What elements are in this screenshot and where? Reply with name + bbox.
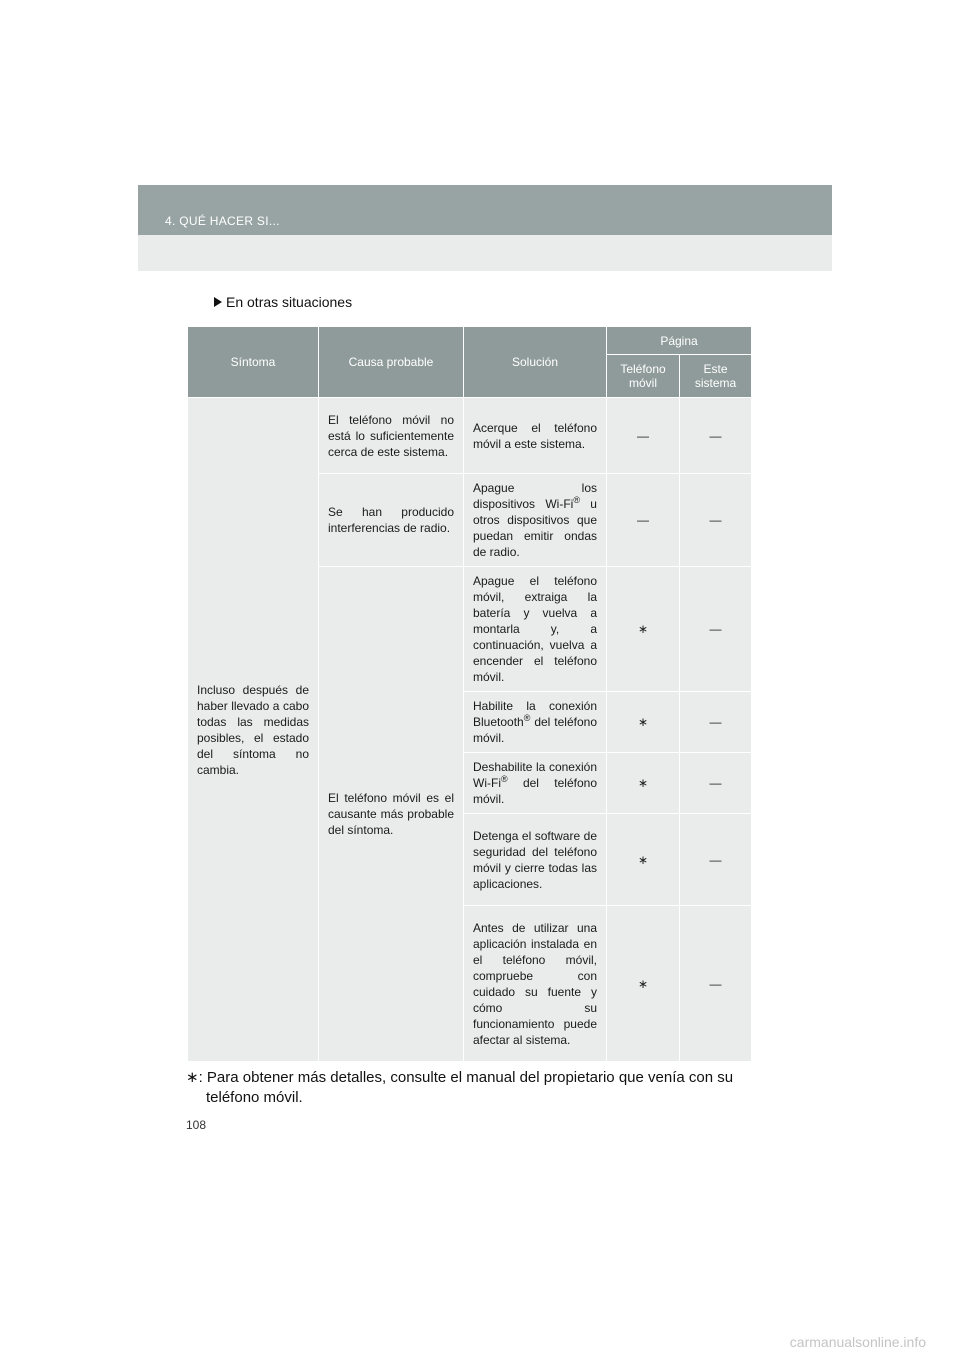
asterisk-marker: ∗ [186, 1069, 199, 1086]
solution-cell: Detenga el software de seguridad del teléfono móvil y cierre todas las aplicaciones. [464, 814, 607, 906]
phone-page-cell: ∗ [607, 692, 680, 753]
cause-cell: El teléfono móvil es el causante más probable del síntoma. [319, 567, 464, 1062]
cause-cell: El teléfono móvil no está lo suficientemente cerca de este sistema. [319, 398, 464, 474]
solution-cell: Apague los dispositivos Wi-Fi® u otros dispositivos que puedan emitir ondas de radio. [464, 474, 607, 567]
solution-cell: Antes de utilizar una aplicación instalada en el teléfono móvil, compruebe con cuidado su fuente y cómo su funcionamiento puede afectar al sistema. [464, 906, 607, 1062]
page-number: 108 [186, 1118, 207, 1132]
phone-page-cell: ∗ [607, 753, 680, 814]
solution-cell: Deshabilite la conexión Wi-Fi® del teléfono móvil. [464, 753, 607, 814]
header-symptom: Síntoma [188, 327, 319, 398]
symptom-table [187, 326, 752, 1062]
phone-page-cell: — [607, 398, 680, 474]
system-page-cell: — [680, 753, 752, 814]
solution-cell: Acerque el teléfono móvil a este sistema. [464, 398, 607, 474]
header-system: Este sistema [680, 355, 752, 398]
system-page-cell: — [680, 906, 752, 1062]
header-solution: Solución [464, 327, 607, 398]
solution-cell: Habilite la conexión Bluetooth® del teléfono móvil. [464, 692, 607, 753]
phone-page-cell: ∗ [607, 567, 680, 692]
header-subband [138, 235, 832, 271]
phone-page-cell: — [607, 474, 680, 567]
solution-cell: Apague el teléfono móvil, extraiga la batería y vuelva a montarla y, a continuación, vuelva a encender el teléfono móvil. [464, 567, 607, 692]
header-page: Página [607, 327, 752, 355]
watermark-text: carmanualsonline.info [789, 1334, 926, 1350]
table-row [188, 398, 752, 474]
header-cause: Causa probable [319, 327, 464, 398]
system-page-cell: — [680, 398, 752, 474]
system-page-cell: — [680, 567, 752, 692]
subheading-text: En otras situaciones [226, 294, 353, 310]
system-page-cell: — [680, 474, 752, 567]
subheading [214, 294, 352, 310]
footnote [186, 1068, 766, 1108]
system-page-cell: — [680, 814, 752, 906]
symptom-cell: Incluso después de haber llevado a cabo todas las medidas posibles, el estado del síntoma no cambia. [188, 398, 319, 1062]
footnote-line-2: teléfono móvil. [206, 1089, 303, 1106]
cause-cell: Se han producido interferencias de radio. [319, 474, 464, 567]
footnote-line-1: : Para obtener más detalles, consulte el manual del propietario que venía con su [198, 1069, 734, 1086]
system-page-cell: — [680, 692, 752, 753]
triangle-bullet-icon [214, 297, 222, 307]
phone-page-cell: ∗ [607, 814, 680, 906]
phone-page-cell: ∗ [607, 906, 680, 1062]
header-phone: Teléfono móvil [607, 355, 680, 398]
section-title: 4. QUÉ HACER SI... [165, 214, 280, 228]
